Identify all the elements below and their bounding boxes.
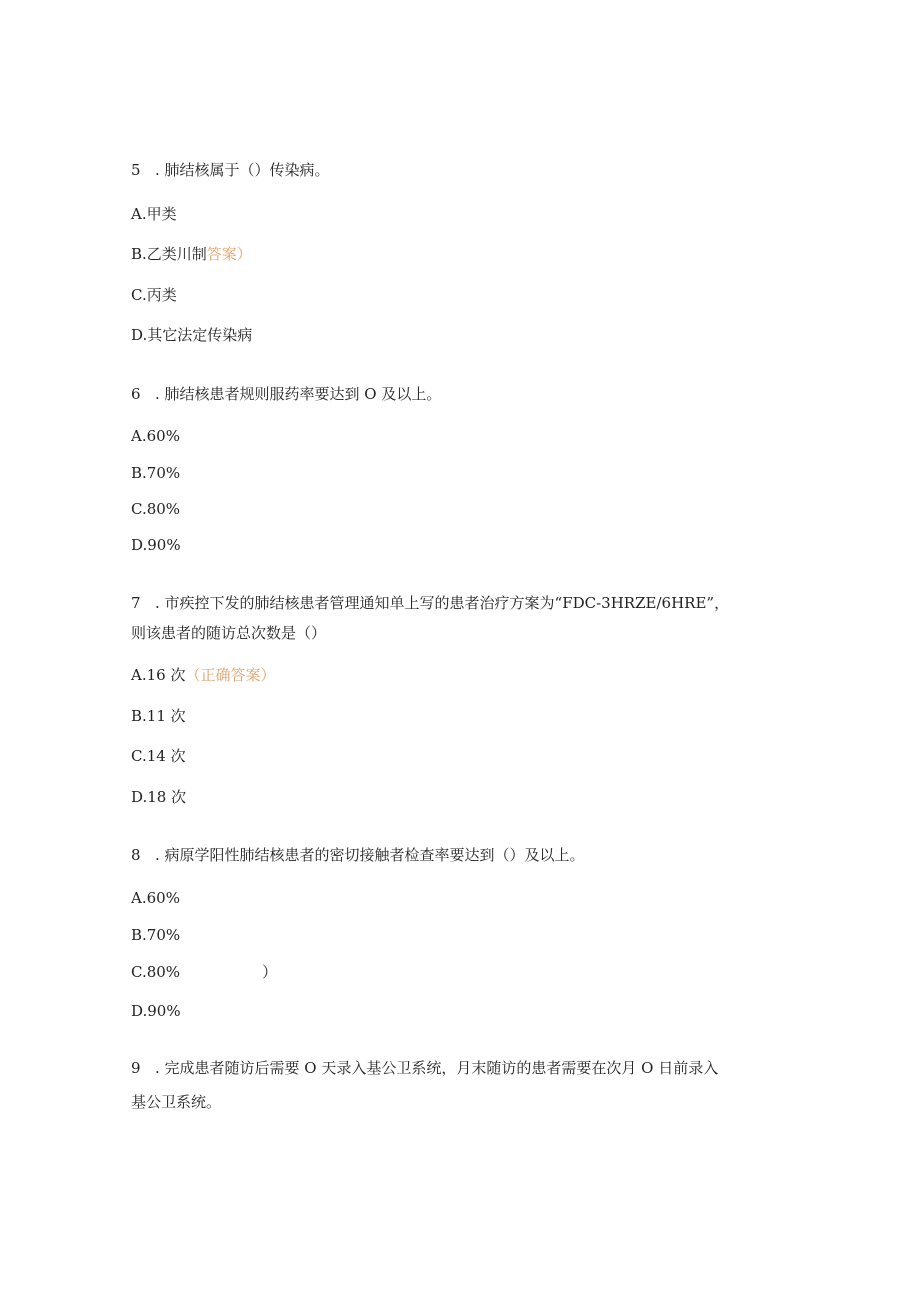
question-9-stem: [131, 1058, 718, 1078]
option-text: C.丙类: [131, 286, 177, 304]
option-text: C.80%: [131, 500, 181, 518]
option-text: B.70%: [131, 464, 181, 482]
question-7-option-d: [131, 787, 186, 807]
option-text: B.11 次: [131, 707, 186, 725]
option-text: B.70%: [131, 926, 181, 944]
question-5-option-a: [131, 204, 177, 224]
question-text: . 肺结核患者规则服药率要达到 O 及以上。: [155, 385, 442, 403]
question-7-stem: [131, 593, 729, 613]
question-8-option-c: [131, 962, 277, 982]
question-6-option-b: [131, 463, 180, 483]
question-number: 5: [131, 161, 141, 179]
question-5-option-c: [131, 285, 177, 305]
answer-mark: ）: [262, 963, 278, 981]
question-text-continued: 则该患者的随访总次数是（）: [131, 624, 327, 642]
option-text: B.乙类川制: [131, 245, 207, 263]
question-8-option-b: [131, 925, 180, 945]
question-7-option-b: [131, 706, 186, 726]
question-9-stem-line2: [131, 1092, 221, 1112]
question-8-stem: [131, 845, 585, 865]
question-text: . 病原学阳性肺结核患者的密切接触者检查率要达到（）及以上。: [155, 846, 585, 864]
question-8-option-d: [131, 1001, 181, 1021]
question-number: 6: [131, 385, 141, 403]
question-text: . 市疾控下发的肺结核患者管理通知单上写的患者治疗方案为“FDC-3HRZE/6HRE”，: [155, 594, 730, 612]
option-text: D.其它法定传染病: [131, 326, 253, 344]
answer-mark: 答案）: [206, 245, 252, 263]
question-6-option-c: [131, 499, 180, 519]
option-text: C.14 次: [131, 747, 186, 765]
question-6-option-a: [131, 426, 180, 446]
option-text: D.90%: [131, 1002, 181, 1020]
question-text-continued: 基公卫系统。: [131, 1093, 222, 1111]
option-text: C.80%: [131, 963, 181, 981]
option-text: A.60%: [131, 889, 180, 907]
answer-mark: （正确答案）: [185, 666, 276, 684]
option-text: A.16 次: [131, 666, 186, 684]
question-number: 8: [131, 846, 141, 864]
question-text: . 完成患者随访后需要 O 天录入基公卫系统，月末随访的患者需要在次月 O 日前录入: [155, 1059, 719, 1077]
question-5-option-b: [131, 244, 252, 264]
question-8-option-a: [131, 888, 180, 908]
question-number: 7: [131, 594, 141, 612]
option-text: D.18 次: [131, 788, 187, 806]
option-text: A.60%: [131, 427, 180, 445]
question-text: . 肺结核属于（）传染病。: [155, 161, 330, 179]
option-text: A.甲类: [131, 205, 177, 223]
question-7-option-a: [131, 665, 275, 685]
question-7-stem-line2: [131, 623, 326, 643]
question-5-stem: [131, 160, 330, 180]
question-7-option-c: [131, 746, 186, 766]
question-6-option-d: [131, 535, 181, 555]
option-text: D.90%: [131, 536, 181, 554]
question-6-stem: [131, 384, 441, 404]
question-number: 9: [131, 1059, 141, 1077]
question-5-option-d: [131, 325, 252, 345]
